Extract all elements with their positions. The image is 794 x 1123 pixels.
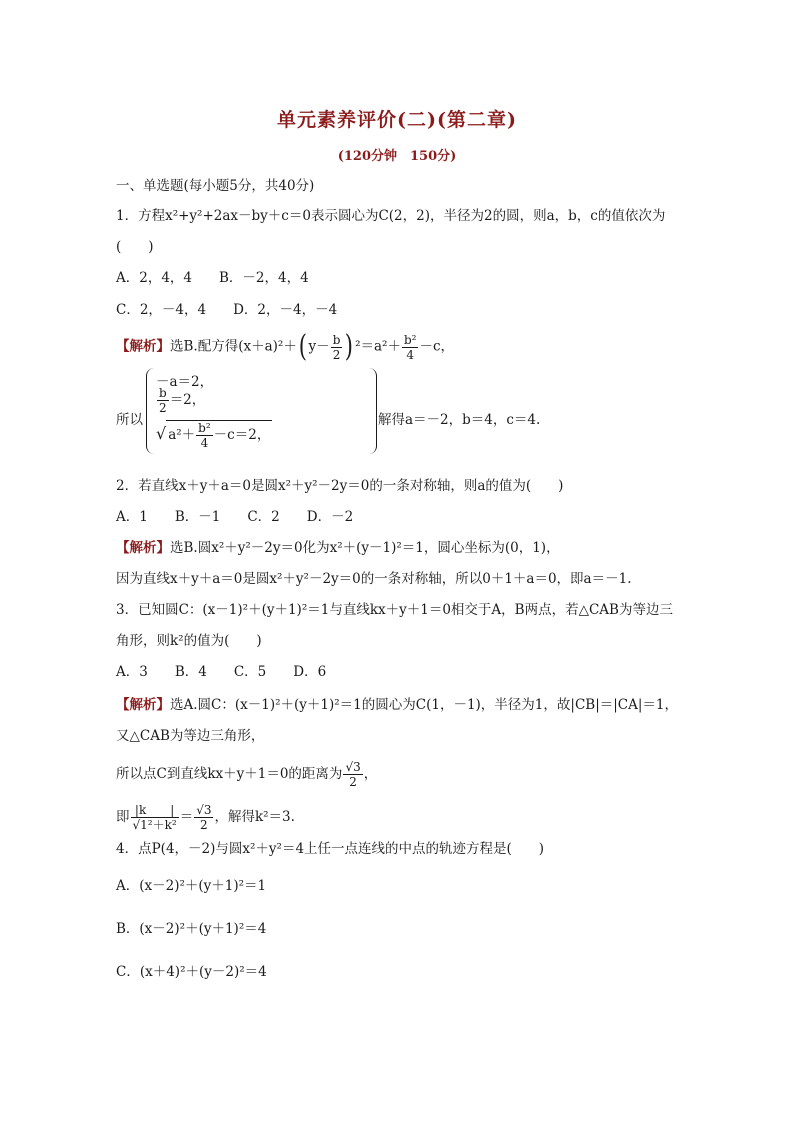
fraction-numerator: √3 <box>196 803 212 817</box>
fraction-denominator: 2 <box>349 775 357 789</box>
left-brace <box>146 368 155 454</box>
fraction-denominator: 2 <box>159 401 167 415</box>
q2-solution-tag: 【解析】 <box>116 540 170 556</box>
q3-solution-line1 <box>116 699 678 713</box>
fraction-distance <box>131 803 179 832</box>
fraction-b2-over-4 <box>196 421 213 450</box>
sys-row-2 <box>156 386 205 415</box>
q1-stem-line1: 1．方程x²+y²+2ax－by＋c＝0表示圆心为C(2，2)，半径为2的圆，则a，b，c的值依次为 <box>116 208 666 224</box>
q3-sol-4-c: ，解得k²＝3. <box>214 809 295 825</box>
q3-solution-line4 <box>116 803 295 832</box>
fraction-b-over-2 <box>157 386 169 415</box>
page-title: 单元素养评价(二)(第二章) <box>277 109 517 131</box>
equation-system <box>116 368 541 456</box>
fraction-numerator: √3 <box>345 760 361 774</box>
q3-solution-tag: 【解析】 <box>116 697 170 713</box>
fraction-sqrt3-over-2 <box>194 803 213 832</box>
sys-row-1: －a＝2， <box>156 374 214 390</box>
q4-option-b: B．(x－2)²＋(y＋1)²＝4 <box>116 921 267 937</box>
q1-sol-text-h: －c， <box>419 338 455 355</box>
q2-sol-text: 选B.圆x²＋y²－2y＝0化为x²＋(y－1)²＝1，圆心坐标为(0，1)， <box>170 540 560 556</box>
q3-sol-4-b: ＝ <box>179 809 194 825</box>
fraction-denominator: 2 <box>200 818 208 832</box>
q2-solution-line1 <box>116 542 560 556</box>
q4-option-a: A．(x－2)²＋(y＋1)²＝1 <box>116 878 267 894</box>
section-heading: 一、单选题(每小题5分，共40分) <box>116 178 315 194</box>
sys-row-3-a: a²＋ <box>168 427 196 443</box>
sqrt-icon: √ <box>156 424 167 443</box>
fraction-numerator: |k | <box>131 803 179 818</box>
right-paren: ) <box>345 329 354 364</box>
q3-sol-4-a: 即 <box>116 809 130 825</box>
q3-sol-text: 选A.圆C：(x－1)²＋(y＋1)²＝1的圆心为C(1，－1)，半径为1，故|CB|＝|CA|＝1， <box>170 697 679 713</box>
q1-stem-line2: ( ) <box>116 239 154 255</box>
fraction-b2-over-4 <box>402 333 419 362</box>
page-subtitle: (120分钟 150分) <box>337 149 457 164</box>
q3-stem-line1: 3．已知圆C：(x－1)²＋(y＋1)²＝1与直线kx＋y＋1＝0相交于A，B两点，若△CAB为等边三 <box>116 602 673 618</box>
sys-label: 所以 <box>116 412 143 428</box>
q2-options: A．1 B．－1 C．2 D．－2 <box>116 509 354 525</box>
q2-stem: 2．若直线x＋y＋a＝0是圆x²＋y²－2y＝0的一条对称轴，则a的值为( ) <box>116 478 564 494</box>
fraction-sqrt3-over-2 <box>343 760 362 789</box>
sys-result: 解得a＝－2，b＝4，c＝4. <box>378 412 541 428</box>
q1-solution-tag: 【解析】 <box>116 338 170 355</box>
fraction-b-over-2 <box>331 333 343 362</box>
q1-sol-text-a: 选B.配方得(x＋a)²＋ <box>170 338 297 355</box>
fraction-denominator: √1²＋k² <box>132 818 177 832</box>
q3-sol-3-a: 所以点C到直线kx＋y＋1＝0的距离为 <box>116 766 343 782</box>
fraction-numerator: b <box>159 386 167 400</box>
q4-stem: 4．点P(4，－2)与圆x²＋y²＝4上任一点连线的中点的轨迹方程是( ) <box>116 841 545 857</box>
sys-row-2-rest: ＝2， <box>169 392 206 408</box>
q1-options-cd: C．2，－4，4 D．2，－4，－4 <box>116 302 338 318</box>
fraction-denominator: 4 <box>200 436 209 450</box>
q1-sol-text-e: ²＝a²＋ <box>355 338 401 355</box>
q1-solution-line1 <box>116 329 455 364</box>
q3-options: A．3 B．4 C．5 D．6 <box>116 664 327 680</box>
q1-options-ab: A．2，4，4 B．－2，4，4 <box>116 270 309 286</box>
right-brace <box>368 368 377 454</box>
fraction-denominator: 4 <box>406 347 415 362</box>
q3-sol-3-b: ， <box>363 766 378 782</box>
sys-row-3-b: －c＝2， <box>213 427 271 443</box>
fraction-denominator: 2 <box>332 347 341 362</box>
q4-option-c: C．(x＋4)²＋(y－2)²＝4 <box>116 964 267 980</box>
fraction-numerator: b² <box>198 421 211 435</box>
sys-row-3 <box>156 420 272 450</box>
q3-solution-line3 <box>116 760 377 789</box>
q1-sol-text-b: y－ <box>308 338 330 355</box>
q3-stem-line2: 角形，则k²的值为( ) <box>116 633 262 649</box>
fraction-numerator: b² <box>403 332 417 347</box>
sqrt-content <box>166 420 272 450</box>
q2-solution-line2: 因为直线x＋y＋a＝0是圆x²＋y²－2y＝0的一条对称轴，所以0＋1＋a＝0，即a＝－1. <box>116 571 632 587</box>
fraction-numerator: b <box>332 332 341 347</box>
left-paren: ( <box>298 329 307 364</box>
q3-solution-line2: 又△CAB为等边三角形， <box>116 728 265 744</box>
